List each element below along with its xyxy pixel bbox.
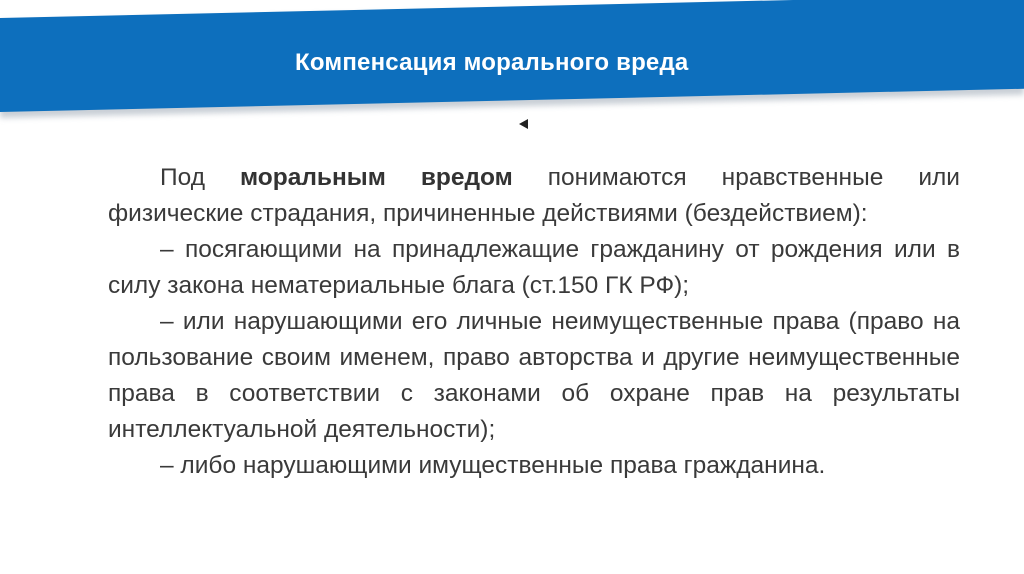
list-item: – или нарушающими его личные неимущественные права (право на пользование своим именем, право авторства и другие неимущественные права в соответствии с законами об охране прав на результаты интеллектуальной деятельности); [108, 308, 960, 443]
slide-body [108, 160, 960, 484]
intro-rest: понимаются нравственные или физические страдания, причиненные действиями (бездействием): [108, 164, 960, 227]
definition-paragraph [108, 160, 960, 232]
defined-term: моральным вредом [240, 164, 513, 191]
list-item: – посягающими на принадлежащие гражданину от рождения или в силу закона нематериальные блага (ст.150 ГК РФ); [108, 236, 960, 299]
list-item: – либо нарушающими имущественные права гражданина. [160, 452, 826, 479]
pointer-marker-icon [519, 119, 528, 129]
intro-prefix: Под [160, 164, 240, 191]
slide-title: Компенсация морального вреда [295, 49, 689, 76]
